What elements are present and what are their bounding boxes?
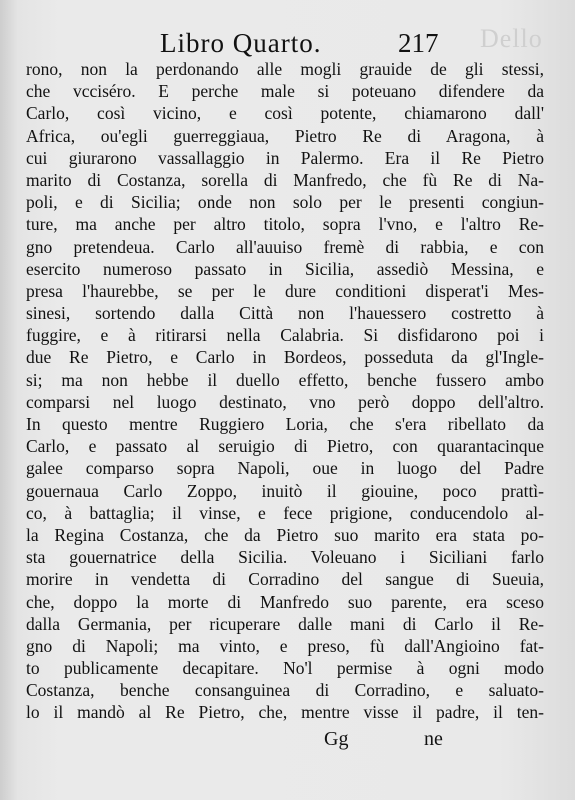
signature-mark: Gg: [324, 728, 349, 750]
text-line: Costanza, benche consanguinea di Corradino, e saluato-: [26, 680, 544, 701]
text-line: due Re Pietro, e Carlo in Bordeos, posseduta da gl'Ingle-: [26, 347, 544, 368]
text-line: marito di Costanza, sorella di Manfredo, che fù Re di Na-: [26, 169, 544, 190]
text-line: la Regina Costanza, che da Pietro suo marito era stata po-: [26, 524, 544, 545]
text-line: morire in vendetta di Corradino del sangue di Sueuia,: [26, 569, 544, 590]
text-line: co, à battaglia; il vinse, e fece prigione, conducendolo al-: [26, 502, 544, 523]
text-line: sta gouernatrice della Sicilia. Voleuano i Siciliani farlo: [26, 547, 544, 568]
text-line: che, doppo la morte di Manfredo suo parente, era sceso: [26, 591, 544, 612]
text-line: fuggire, e à ritirarsi nella Calabria. Si disfidarono poi i: [26, 325, 544, 346]
body-text: [26, 58, 544, 724]
text-line: galee comparso sopra Napoli, oue in luogo del Padre: [26, 458, 544, 479]
text-line: si; ma non hebbe il duello effetto, benche fussero ambo: [26, 369, 544, 390]
text-line: rono, non la perdonando alle mogli grauide de gli stessi,: [26, 59, 544, 79]
text-line: che vcciséro. E perche male si poteuano difendere da: [26, 81, 544, 102]
text-line: Carlo, così vicino, e così potente, chiamarono dall': [26, 103, 544, 124]
text-line: gno di Napoli; ma vinto, e preso, fù dall'Angioino fat-: [26, 635, 544, 656]
text-line: presa l'haurebbe, se per le dure conditioni disperat'i Mes-: [26, 280, 544, 301]
page-footer: [26, 728, 544, 758]
text-line: ture, ma anche per altro titolo, sopra l'vno, e l'altro Re-: [26, 214, 544, 235]
text-line: gno pretendeua. Carlo all'auuiso fremè di rabbia, e con: [26, 236, 544, 257]
text-line: sinesi, sortendo dalla Città non l'hauessero costretto à: [26, 303, 544, 324]
text-line: esercito numeroso passato in Sicilia, assediò Messina, e: [26, 258, 544, 279]
text-line: dalla Germania, per ricuperare dalle mani di Carlo il Re-: [26, 613, 544, 634]
show-through-text: Dello: [480, 24, 543, 53]
text-line: to publicamente decapitare. No'l permise à ogni modo: [26, 658, 544, 679]
catchword: ne: [424, 728, 443, 750]
running-header: [160, 28, 460, 60]
text-line: Africa, ou'egli guerreggiaua, Pietro Re di Aragona, à: [26, 125, 544, 146]
text-line: Carlo, e passato al seruigio di Pietro, con quarantacinque: [26, 436, 544, 457]
text-line: lo il mandò al Re Pietro, che, mentre visse il padre, il ten-: [26, 702, 544, 723]
text-line: gouernaua Carlo Zoppo, inuitò il giouine, poco prattì-: [26, 480, 544, 501]
text-line: In questo mentre Ruggiero Loria, che s'era ribellato da: [26, 414, 544, 434]
page-number: 217: [398, 28, 439, 58]
running-title: Libro Quarto.: [160, 28, 322, 58]
text-line: poli, e di Sicilia; onde non solo per le presenti congiun-: [26, 192, 544, 213]
text-line: cui giurarono vassallaggio in Palermo. Era il Re Pietro: [26, 147, 544, 168]
text-line: comparsi nel luogo destinato, vno però doppo dell'altro.: [26, 391, 544, 412]
